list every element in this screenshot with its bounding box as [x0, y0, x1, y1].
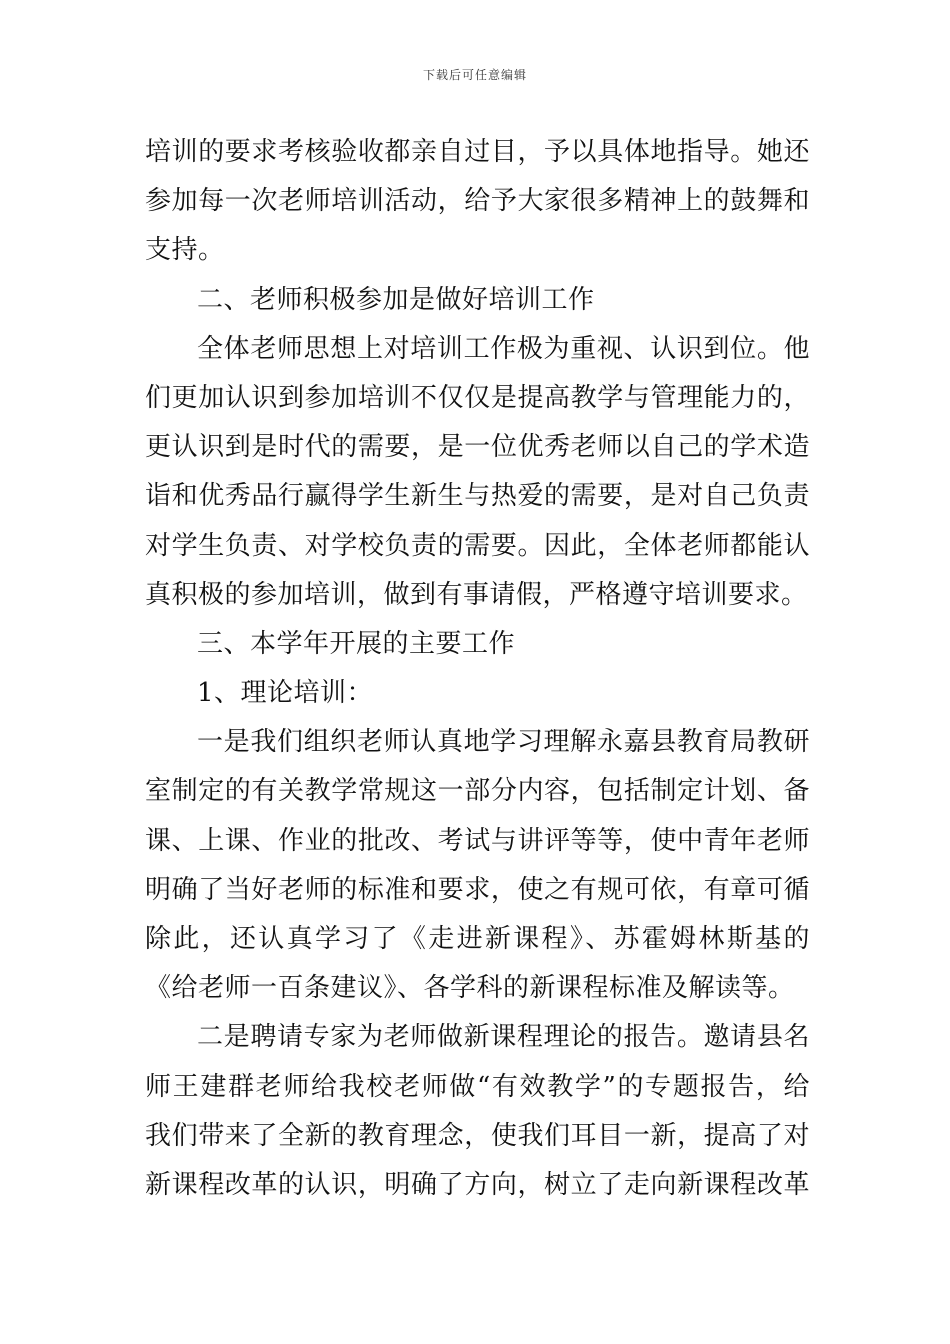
body-line: 1、理论培训：: [197, 678, 374, 709]
body-line: 师王建群老师给我校老师做“有效教学”的专题报告，给: [145, 1071, 810, 1102]
body-line: 室制定的有关教学常规这一部分内容，包括制定计划、备: [145, 776, 810, 807]
body-line: 全体老师思想上对培训工作极为重视、认识到位。他: [197, 333, 810, 364]
body-line: 一是我们组织老师认真地学习理解永嘉县教育局教研: [197, 727, 810, 758]
body-line: 明确了当好老师的标准和要求，使之有规可依，有章可循: [145, 874, 810, 905]
body-line: 《给老师一百条建议》、各学科的新课程标准及解读等。: [145, 973, 795, 1004]
body-line: 二是聘请专家为老师做新课程理论的报告。邀请县名: [197, 1022, 810, 1053]
body-line: 课、上课、作业的批改、考试与讲评等等，使中青年老师: [145, 825, 810, 856]
document-body: [145, 128, 810, 1210]
body-line: 除此，还认真学习了《走进新课程》、苏霍姆林斯基的: [145, 924, 810, 954]
body-line: 诣和优秀品行赢得学生新生与热爱的需要，是对自己负责: [145, 481, 810, 512]
body-line: 培训的要求考核验收都亲自过目，予以具体地指导。她还: [145, 137, 810, 167]
body-line: 支持。: [145, 235, 225, 266]
page-header: 下载后可任意编辑: [422, 68, 527, 82]
body-line: 我们带来了全新的教育理念，使我们耳目一新，提高了对: [145, 1120, 810, 1151]
body-line: 参加每一次老师培训活动，给予大家很多精神上的鼓舞和: [145, 186, 810, 217]
body-line: 真积极的参加培训，做到有事请假，严格遵守培训要求。: [145, 579, 808, 610]
body-line: 对学生负责、对学校负责的需要。因此，全体老师都能认: [145, 530, 810, 561]
body-line: 二、老师积极参加是做好培训工作: [197, 284, 595, 315]
body-line: 新课程改革的认识，明确了方向，树立了走向新课程改革: [145, 1169, 810, 1200]
body-line: 们更加认识到参加培训不仅仅是提高教学与管理能力的，: [145, 382, 810, 413]
body-line: 三、本学年开展的主要工作: [197, 628, 516, 659]
body-line: 更认识到是时代的需要，是一位优秀老师以自己的学术造: [145, 432, 810, 463]
